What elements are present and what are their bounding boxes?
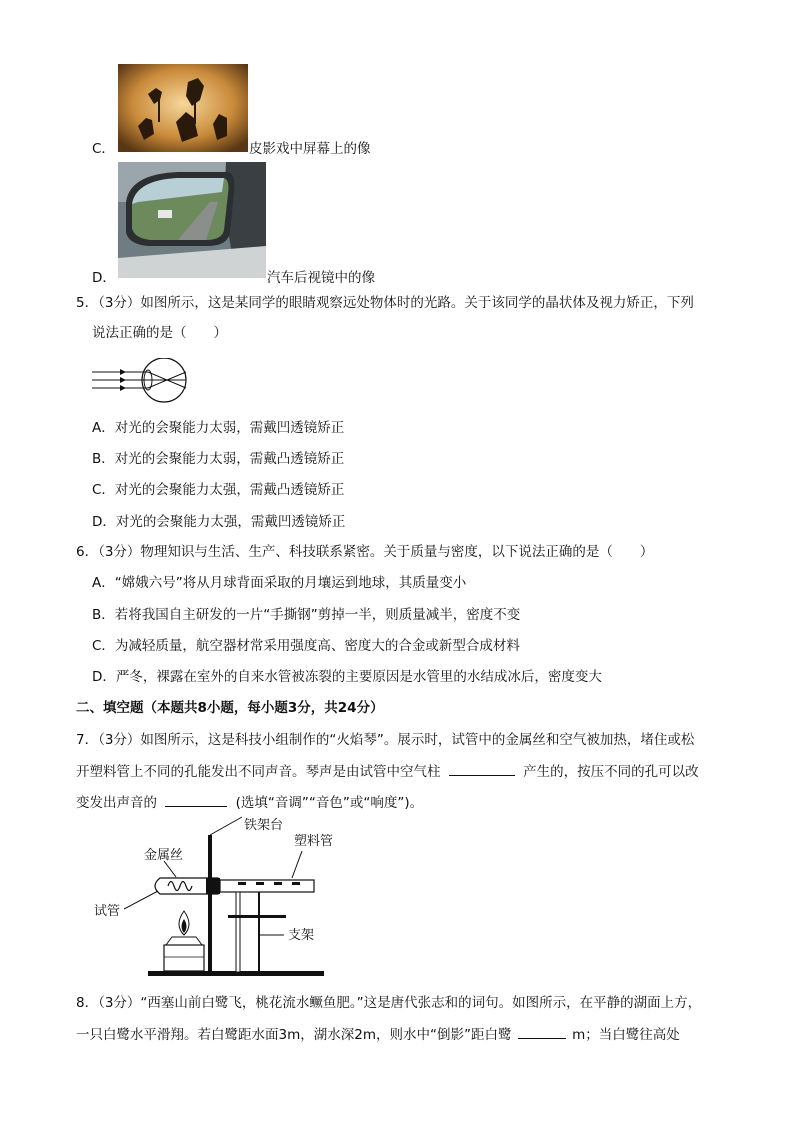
- option-d-label: D．: [92, 270, 116, 286]
- q7-line2-text-b: 产生的，按压不同的孔可以改: [523, 764, 699, 780]
- q8-line2-text-a: 一只白鹭水平滑翔。若白鹭距水面3m，湖水深2m，则水中“倒影”距白鹭: [76, 1027, 512, 1043]
- label-test-tube: 试管: [94, 904, 121, 919]
- q7-line3: [76, 792, 423, 813]
- q6-stem: 6．（3分）物理知识与生活、生产、科技联系紧密。关于质量与密度，以下说法正确的是（ ）: [76, 544, 654, 560]
- q7-line3-text-b: (选填“音调”“音色”或“响度”)。: [235, 795, 424, 811]
- option-c-label: C．: [92, 141, 115, 157]
- q8-answer-blank-1[interactable]: [518, 1024, 566, 1039]
- label-iron-stand: 铁架台: [244, 818, 284, 833]
- q7-answer-blank-2[interactable]: [165, 792, 227, 807]
- q6-option-a: A．“嫦娥六号”将从月球背面采取的月壤运到地球，其质量变小: [92, 575, 467, 591]
- q7-line2-text-a: 开塑料管上不同的孔能发出不同声音。琴声是由试管中空气柱: [76, 764, 441, 780]
- label-metal-wire: 金属丝: [144, 848, 184, 863]
- q8-line2: [76, 1024, 680, 1045]
- label-plastic-tube: 塑料管: [294, 834, 334, 849]
- shadow-puppet-photo: [118, 64, 248, 152]
- q5-stem-line2: 说法正确的是（ ）: [92, 325, 227, 341]
- q7-line3-text-a: 变发出声音的: [76, 795, 157, 811]
- q5-option-d: D．对光的会聚能力太强，需戴凹透镜矫正: [92, 514, 346, 530]
- section-heading: 二、填空题（本题共8小题，每小题3分，共24分）: [76, 700, 384, 716]
- option-c-caption: 皮影戏中屏幕上的像: [249, 141, 371, 157]
- q5-option-b: B．对光的会聚能力太弱，需戴凸透镜矫正: [92, 451, 345, 467]
- flame-harp-diagram: [88, 815, 358, 980]
- q8-line1: 8．（3分）“西塞山前白鹭飞，桃花流水鳜鱼肥。”这是唐代张志和的词句。如图所示，在平静的湖面上方，: [76, 995, 702, 1011]
- q7-line1: 7．（3分）如图所示，这是科技小组制作的“火焰琴”。展示时，试管中的金属丝和空气被加热，堵住或松: [76, 732, 695, 748]
- option-d-caption: 汽车后视镜中的像: [267, 270, 375, 286]
- q8-line2-text-b: m；当白鹭往高处: [572, 1027, 680, 1043]
- q5-stem-line1: 5．（3分）如图所示，这是某同学的眼睛观察远处物体时的光路。关于该同学的晶状体及视力矫正，下列: [76, 295, 694, 311]
- q7-line2: [76, 761, 699, 782]
- eye-ray-diagram: [90, 358, 190, 408]
- q7-answer-blank-1[interactable]: [449, 761, 515, 776]
- q6-option-c: C．为减轻质量，航空器材常采用强度高、密度大的合金或新型合成材料: [92, 638, 520, 654]
- q6-option-d: D．严冬，裸露在室外的自来水管被冻裂的主要原因是水管里的水结成冰后，密度变大: [92, 669, 602, 685]
- q5-option-c: C．对光的会聚能力太强，需戴凸透镜矫正: [92, 482, 345, 498]
- label-support: 支架: [288, 928, 315, 943]
- q5-option-a: A．对光的会聚能力太弱，需戴凹透镜矫正: [92, 420, 345, 436]
- rear-view-mirror-photo: [118, 162, 266, 278]
- q6-option-b: B．若将我国自主研发的一片“手撕钢”剪掉一半，则质量减半，密度不变: [92, 607, 521, 623]
